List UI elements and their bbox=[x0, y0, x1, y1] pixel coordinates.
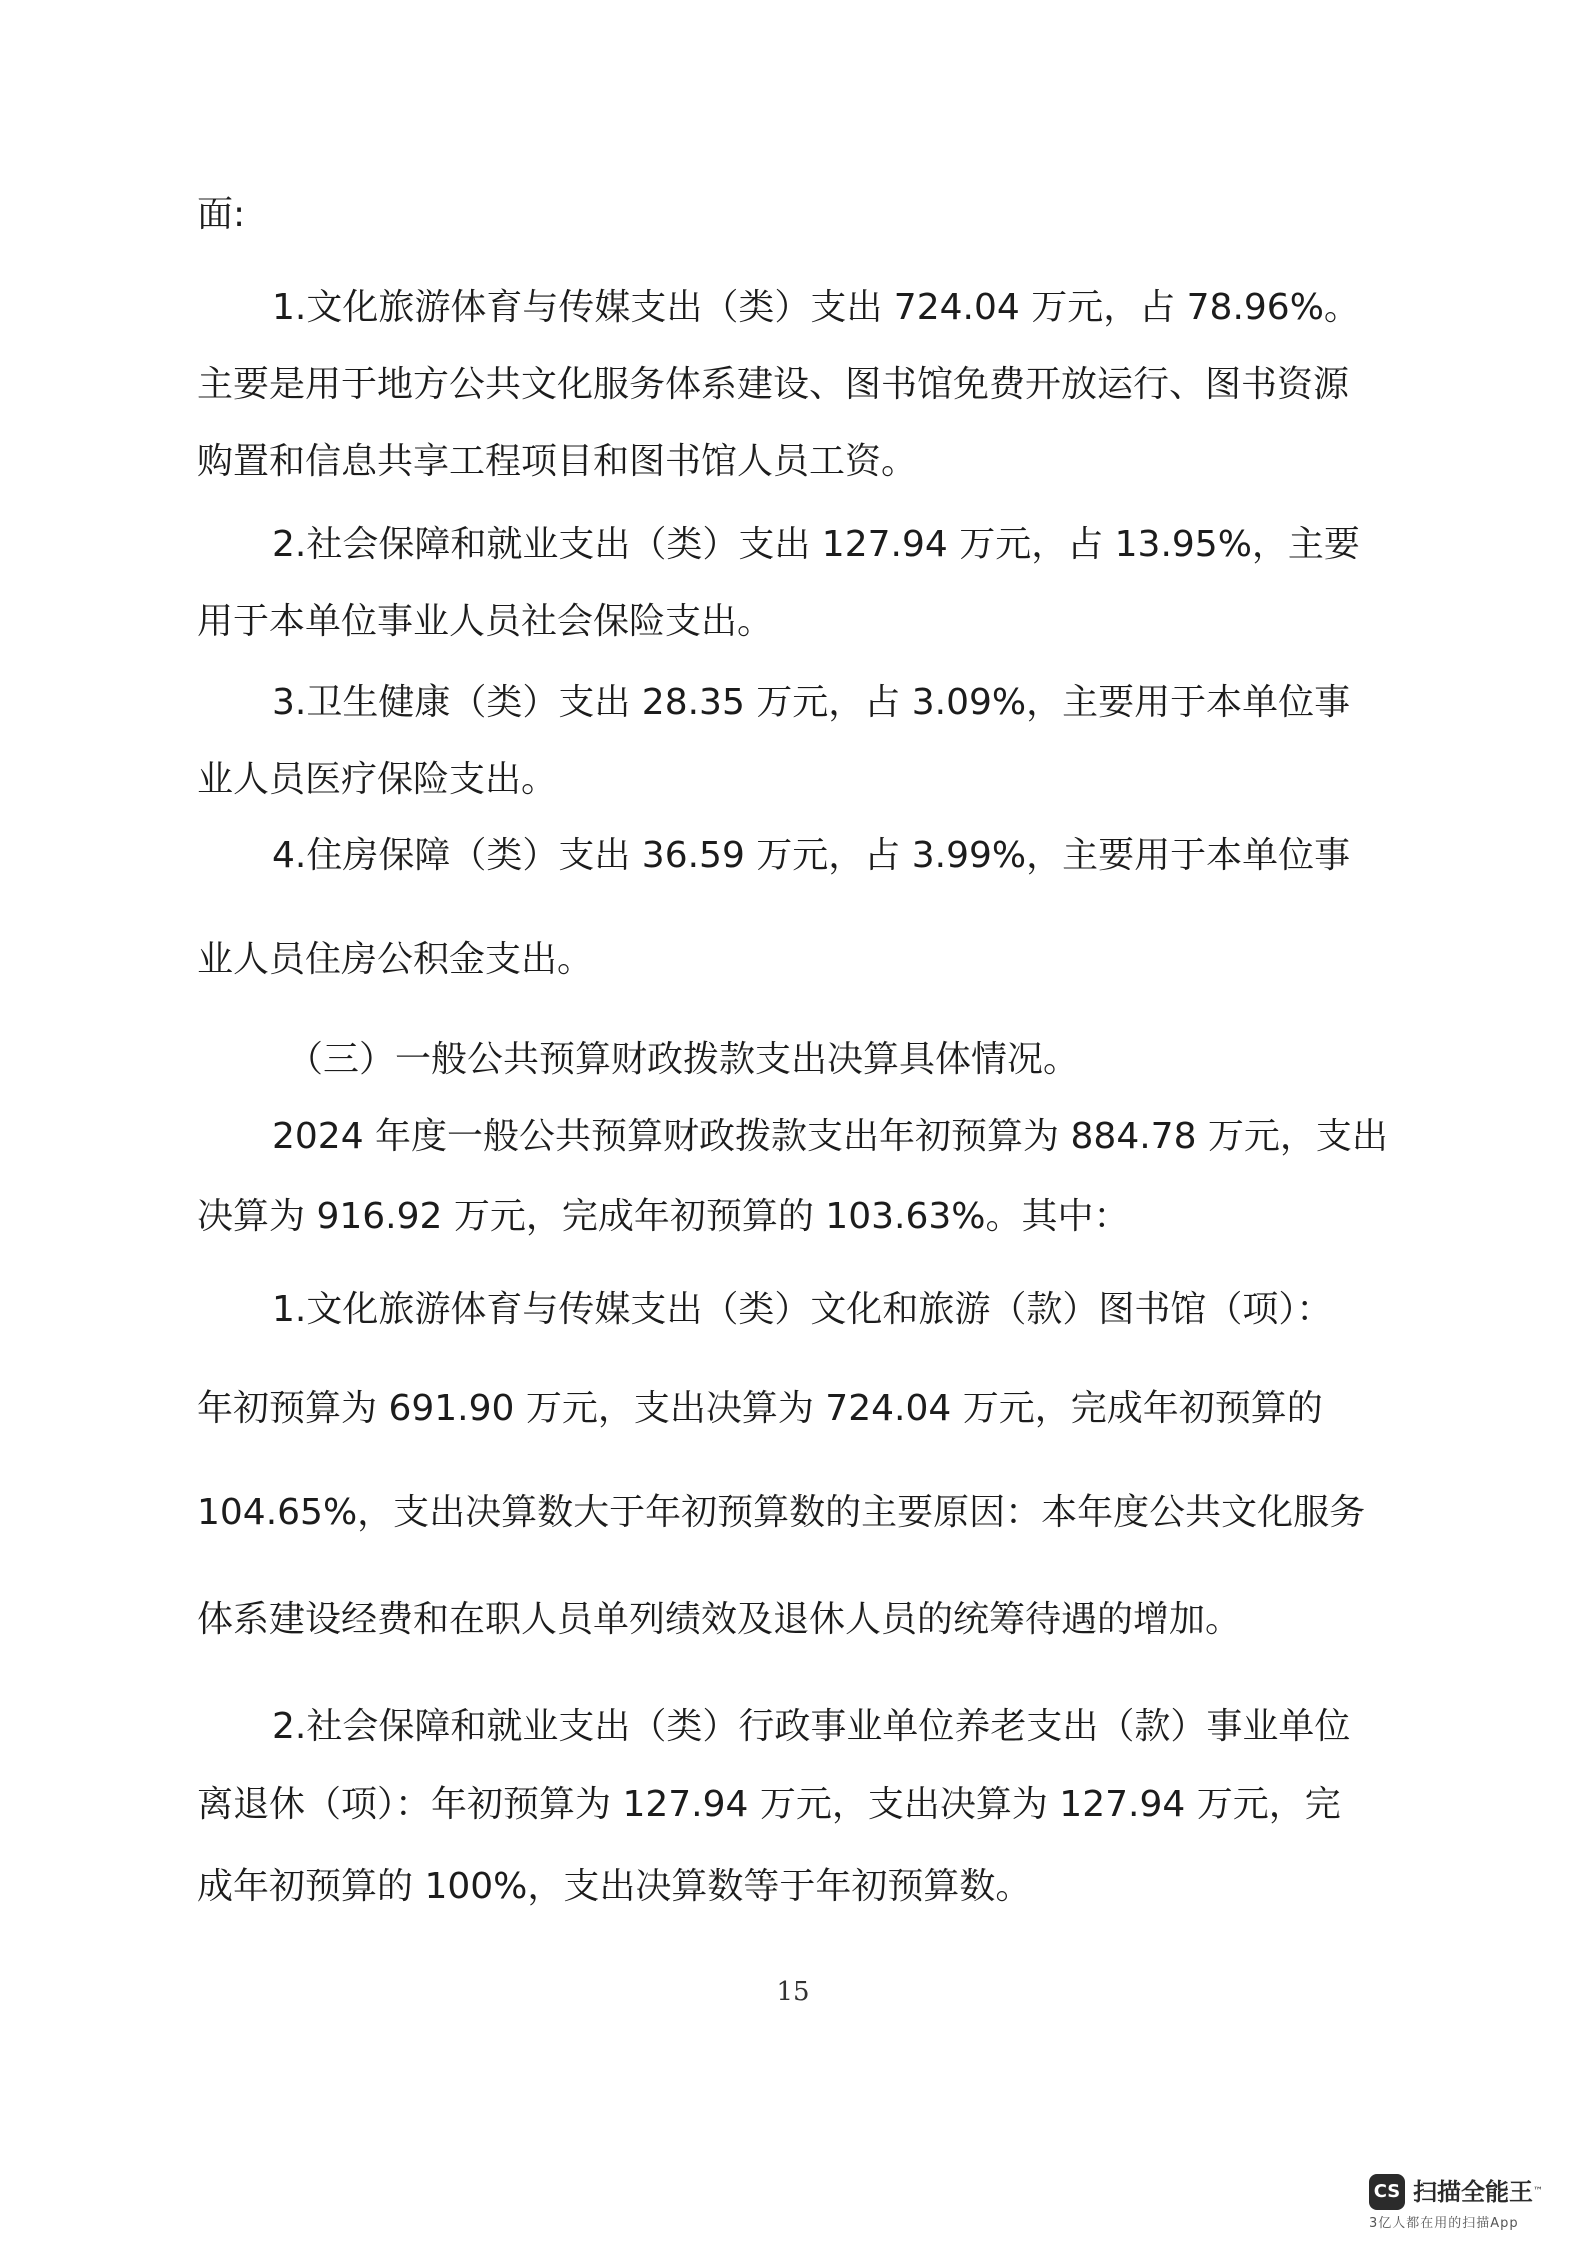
paragraph-line: 业人员医疗保险支出。 bbox=[197, 759, 558, 800]
paragraph-line: 2024 年度一般公共预算财政拨款支出年初预算为 884.78 万元，支出 bbox=[272, 1116, 1388, 1157]
paragraph-line: 决算为 916.92 万元，完成年初预算的 103.63%。其中： bbox=[197, 1196, 1130, 1237]
paragraph-line: 用于本单位事业人员社会保险支出。 bbox=[197, 601, 774, 642]
paragraph-line: 业人员住房公积金支出。 bbox=[197, 939, 594, 980]
paragraph-line: 1.文化旅游体育与传媒支出（类）支出 724.04 万元，占 78.96%。 bbox=[272, 287, 1360, 328]
paragraph-line: 成年初预算的 100%，支出决算数等于年初预算数。 bbox=[197, 1866, 1032, 1907]
paragraph-line: 离退休（项）：年初预算为 127.94 万元，支出决算为 127.94 万元，完 bbox=[197, 1784, 1341, 1825]
paragraph-line: 104.65%，支出决算数大于年初预算数的主要原因：本年度公共文化服务 bbox=[197, 1492, 1366, 1533]
paragraph-line: 体系建设经费和在职人员单列绩效及退休人员的统筹待遇的增加。 bbox=[197, 1599, 1242, 1640]
paragraph-line: 年初预算为 691.90 万元，支出决算为 724.04 万元，完成年初预算的 bbox=[197, 1388, 1323, 1429]
page-number: 15 bbox=[776, 1977, 810, 2007]
paragraph-line: 购置和信息共享工程项目和图书馆人员工资。 bbox=[197, 441, 918, 482]
paragraph-line: 面: bbox=[197, 194, 246, 235]
paragraph-line: 1.文化旅游体育与传媒支出（类）文化和旅游（款）图书馆（项）： bbox=[272, 1289, 1333, 1330]
watermark-title: 扫描全能王™ bbox=[1413, 2178, 1543, 2206]
watermark-subtitle: 3亿人都在用的扫描App bbox=[1369, 2216, 1519, 2231]
paragraph-line: 3.卫生健康（类）支出 28.35 万元，占 3.09%，主要用于本单位事 bbox=[272, 682, 1351, 723]
section-heading: （三）一般公共预算财政拨款支出决算具体情况。 bbox=[287, 1039, 1080, 1080]
paragraph-line: 2.社会保障和就业支出（类）支出 127.94 万元，占 13.95%，主要 bbox=[272, 524, 1360, 565]
paragraph-line: 2.社会保障和就业支出（类）行政事业单位养老支出（款）事业单位 bbox=[272, 1706, 1351, 1747]
paragraph-line: 4.住房保障（类）支出 36.59 万元，占 3.99%，主要用于本单位事 bbox=[272, 835, 1351, 876]
scanner-watermark bbox=[1369, 2174, 1569, 2238]
camscanner-logo-icon: CS bbox=[1369, 2174, 1405, 2210]
paragraph-line: 主要是用于地方公共文化服务体系建设、图书馆免费开放运行、图书资源 bbox=[197, 364, 1350, 405]
